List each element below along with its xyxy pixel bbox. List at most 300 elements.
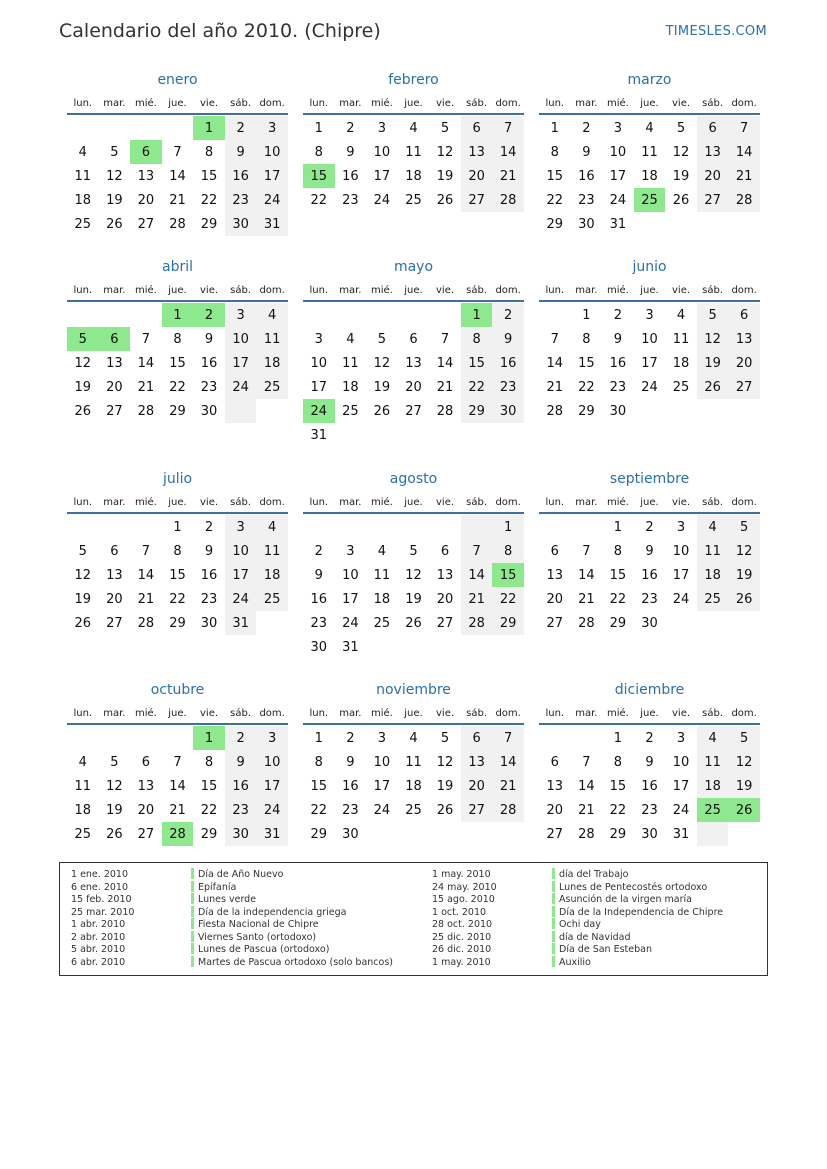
legend-entry <box>432 894 692 907</box>
day-cell: 28 <box>169 216 186 232</box>
legend-date: 15 feb. 2010 <box>71 894 132 905</box>
day-cell: 10 <box>256 750 288 774</box>
month-name: enero <box>157 72 198 88</box>
day-cell: 24 <box>672 802 690 818</box>
day-cell: 3 <box>256 726 288 750</box>
legend-marker <box>191 868 194 879</box>
week-row <box>539 188 760 212</box>
day-cell: 14 <box>578 778 595 794</box>
day-cell: 10 <box>672 543 690 559</box>
day-cell: 11 <box>373 567 391 583</box>
legend-holiday-name: Martes de Pascua ortodoxo (solo bancos) <box>198 956 393 968</box>
weekday-label: vie. <box>672 497 691 508</box>
month-enero <box>67 72 288 236</box>
weekday-label: dom. <box>259 708 285 719</box>
week-row <box>539 399 760 423</box>
day-cell: 21 <box>169 192 186 208</box>
day-cell: 15 <box>609 567 627 583</box>
empty-cell <box>728 399 760 423</box>
day-cell: 19 <box>405 591 422 607</box>
weekday-label: sáb. <box>466 708 488 719</box>
day-cell: 17 <box>225 351 257 375</box>
week-row <box>67 212 288 236</box>
day-cell: 3 <box>314 331 323 347</box>
day-cell: 25 <box>405 192 422 208</box>
empty-cell <box>461 423 493 447</box>
day-cell: 1 <box>314 730 323 746</box>
week-row <box>539 798 760 822</box>
legend-date: 6 ene. 2010 <box>71 881 128 893</box>
day-cell: 18 <box>74 192 92 208</box>
weekday-label: dom. <box>495 98 521 109</box>
day-cell: 2 <box>314 543 323 559</box>
header-divider <box>539 723 760 725</box>
day-cell: 8 <box>173 543 182 559</box>
weekday-label: mar. <box>339 497 362 508</box>
month-name: febrero <box>388 72 439 88</box>
day-cell: 20 <box>137 192 155 208</box>
week-row <box>303 164 524 188</box>
day-cell: 21 <box>492 164 524 188</box>
week-row <box>539 587 760 611</box>
day-cell: 20 <box>405 379 422 395</box>
empty-cell <box>67 726 99 750</box>
legend-date: 25 mar. 2010 <box>71 906 135 918</box>
day-cell: 16 <box>578 168 595 184</box>
day-cell: 16 <box>225 164 257 188</box>
day-cell: 19 <box>74 591 92 607</box>
legend-holiday-name: Día de San Esteban <box>559 944 652 955</box>
legend-entry <box>432 932 630 945</box>
weekday-label: jue. <box>168 497 187 508</box>
day-cell: 1 <box>492 515 524 539</box>
day-cell: 23 <box>310 615 328 631</box>
day-cell: 29 <box>169 403 186 419</box>
weekday-label: mar. <box>103 708 126 719</box>
day-cell: 30 <box>641 826 658 842</box>
day-cell: 22 <box>310 192 328 208</box>
day-cell: 12 <box>373 355 391 371</box>
day-cell: 20 <box>106 591 123 607</box>
day-cell: 21 <box>137 591 155 607</box>
day-cell: 15 <box>546 168 564 184</box>
empty-cell <box>67 116 99 140</box>
day-cell: 24 <box>225 375 257 399</box>
day-cell: 11 <box>256 327 288 351</box>
month-name: noviembre <box>376 682 451 698</box>
month-name: diciembre <box>614 682 685 698</box>
weekday-header <box>67 281 288 300</box>
day-cell: 6 <box>461 116 493 140</box>
day-cell: 5 <box>377 331 387 347</box>
day-cell: 8 <box>613 543 623 559</box>
day-cell: 10 <box>256 140 288 164</box>
day-cell: 31 <box>672 826 690 842</box>
header-divider <box>67 723 288 725</box>
weekday-label: mié. <box>134 708 157 719</box>
week-row <box>539 563 760 587</box>
day-cell: 24 <box>609 192 627 208</box>
day-cell: 23 <box>609 379 627 395</box>
week-row <box>539 774 760 798</box>
day-cell: 20 <box>697 164 729 188</box>
legend-date: 5 abr. 2010 <box>71 944 126 955</box>
day-cell: 8 <box>461 327 493 351</box>
day-cell: 19 <box>728 774 760 798</box>
empty-cell <box>67 515 99 539</box>
day-cell: 27 <box>461 188 493 212</box>
day-cell: 22 <box>169 379 186 395</box>
week-row <box>539 539 760 563</box>
day-cell: 6 <box>141 754 151 770</box>
weekday-label: jue. <box>168 708 187 719</box>
weekday-label: jue. <box>640 708 659 719</box>
day-cell: 15 <box>169 355 186 371</box>
week-row <box>539 164 760 188</box>
day-cell: 21 <box>492 774 524 798</box>
day-cell: 17 <box>672 778 690 794</box>
weekday-label: sáb. <box>466 98 488 109</box>
empty-cell <box>697 212 729 236</box>
day-cell: 29 <box>200 826 218 842</box>
day-cell: 29 <box>492 611 524 635</box>
week-row <box>67 303 288 327</box>
week-row <box>303 140 524 164</box>
day-cell: 2 <box>492 303 524 327</box>
day-cell: 20 <box>137 802 155 818</box>
empty-cell <box>366 423 398 447</box>
empty-cell <box>130 116 162 140</box>
legend-marker <box>552 906 555 917</box>
legend-marker <box>191 918 194 929</box>
day-cell: 3 <box>225 303 257 327</box>
weekday-header <box>303 704 524 723</box>
weekday-label: jue. <box>640 285 659 296</box>
legend-date: 1 ene. 2010 <box>71 869 128 880</box>
weekday-label: mié. <box>370 708 393 719</box>
day-cell: 1 <box>173 519 182 535</box>
day-cell: 3 <box>613 120 623 136</box>
legend-marker <box>552 918 555 929</box>
day-cell: 23 <box>200 379 218 395</box>
day-cell: 1 <box>461 303 493 327</box>
weekday-label: vie. <box>672 708 691 719</box>
legend-date: 1 oct. 2010 <box>432 906 487 918</box>
legend-holiday-name: Ochi day <box>559 919 601 930</box>
legend-holiday-name: Epifanía <box>198 881 237 893</box>
legend-entry <box>432 907 723 920</box>
day-cell: 29 <box>609 826 627 842</box>
weekday-label: lun. <box>309 285 329 296</box>
weekday-header <box>303 493 524 512</box>
empty-cell <box>225 399 257 423</box>
legend-marker <box>552 893 555 904</box>
day-cell: 12 <box>74 567 92 583</box>
day-cell: 7 <box>550 331 559 347</box>
day-cell: 21 <box>578 802 595 818</box>
weekday-label: vie. <box>436 708 455 719</box>
day-cell: 2 <box>193 303 225 327</box>
empty-cell <box>99 726 131 750</box>
legend-marker <box>191 943 194 954</box>
week-row <box>303 611 524 635</box>
week-row <box>539 303 760 327</box>
weekday-label: dom. <box>495 708 521 719</box>
day-cell: 8 <box>204 754 214 770</box>
day-cell: 1 <box>162 303 194 327</box>
legend-entry <box>71 944 329 957</box>
day-cell: 6 <box>440 543 450 559</box>
day-cell: 16 <box>342 778 359 794</box>
day-cell: 13 <box>436 567 454 583</box>
month-name: octubre <box>150 682 205 698</box>
weekday-label: vie. <box>200 497 219 508</box>
day-cell: 16 <box>641 567 658 583</box>
day-cell: 10 <box>225 327 257 351</box>
week-row <box>539 140 760 164</box>
month-name: marzo <box>627 72 672 88</box>
day-cell: 10 <box>225 539 257 563</box>
day-cell: 24 <box>256 188 288 212</box>
day-cell: 19 <box>436 168 454 184</box>
month-noviembre <box>303 682 524 846</box>
day-cell: 13 <box>728 327 760 351</box>
legend-entry <box>71 907 346 920</box>
empty-cell <box>461 635 493 659</box>
day-cell: 4 <box>78 754 87 770</box>
day-cell: 3 <box>346 543 355 559</box>
day-cell: 29 <box>200 216 218 232</box>
day-cell: 7 <box>141 331 151 347</box>
legend-holiday-name: Viernes Santo (ortodoxo) <box>198 931 317 943</box>
legend-entry <box>71 957 393 970</box>
day-cell: 5 <box>440 730 450 746</box>
legend-marker <box>191 893 194 904</box>
day-cell: 12 <box>436 754 454 770</box>
week-row <box>539 726 760 750</box>
week-row <box>539 116 760 140</box>
weekday-label: mar. <box>103 98 126 109</box>
day-cell: 20 <box>461 164 493 188</box>
weekday-label: mié. <box>134 285 157 296</box>
empty-cell <box>461 515 493 539</box>
day-cell: 27 <box>728 375 760 399</box>
empty-cell <box>634 212 666 236</box>
day-cell: 16 <box>609 355 627 371</box>
day-cell: 28 <box>162 822 194 846</box>
day-cell: 24 <box>373 192 391 208</box>
week-row <box>67 188 288 212</box>
day-cell: 21 <box>169 802 186 818</box>
week-row <box>67 563 288 587</box>
legend-holiday-name: día del Trabajo <box>559 869 629 880</box>
header-divider <box>67 300 288 302</box>
weekday-header <box>303 94 524 113</box>
day-cell: 26 <box>697 375 729 399</box>
empty-cell <box>697 399 729 423</box>
empty-cell <box>492 635 524 659</box>
empty-cell <box>429 303 461 327</box>
header-divider <box>303 512 524 514</box>
day-cell: 27 <box>137 216 155 232</box>
brand-link[interactable]: TIMESLES.COM <box>665 24 767 39</box>
day-cell: 28 <box>137 403 155 419</box>
day-cell: 15 <box>303 164 335 188</box>
month-diciembre <box>539 682 760 846</box>
weekday-label: vie. <box>436 497 455 508</box>
week-row <box>303 750 524 774</box>
day-cell: 9 <box>204 543 214 559</box>
day-cell: 11 <box>405 144 422 160</box>
month-name: agosto <box>389 471 438 487</box>
day-cell: 27 <box>546 826 564 842</box>
week-row <box>67 798 288 822</box>
weekday-label: jue. <box>640 98 659 109</box>
weekday-label: jue. <box>404 708 423 719</box>
day-cell: 15 <box>609 778 627 794</box>
month-febrero <box>303 72 524 212</box>
day-cell: 18 <box>342 379 359 395</box>
day-cell: 28 <box>492 188 524 212</box>
weekday-label: mié. <box>606 98 629 109</box>
day-cell: 15 <box>310 778 328 794</box>
weekday-label: sáb. <box>702 285 724 296</box>
day-cell: 12 <box>728 539 760 563</box>
day-cell: 28 <box>578 826 595 842</box>
legend-date: 1 may. 2010 <box>432 869 491 880</box>
day-cell: 1 <box>582 307 591 323</box>
legend-entry <box>71 894 256 907</box>
day-cell: 22 <box>546 192 564 208</box>
day-cell: 26 <box>728 798 760 822</box>
day-cell: 4 <box>256 303 288 327</box>
week-row <box>539 611 760 635</box>
empty-cell <box>256 399 288 423</box>
empty-cell <box>539 726 571 750</box>
day-cell: 8 <box>204 144 214 160</box>
holiday-legend <box>59 862 768 976</box>
weekday-label: mié. <box>134 98 157 109</box>
day-cell: 5 <box>728 726 760 750</box>
empty-cell <box>130 303 162 327</box>
day-cell: 7 <box>492 726 524 750</box>
day-cell: 19 <box>74 379 92 395</box>
week-row <box>67 750 288 774</box>
day-cell: 27 <box>137 826 155 842</box>
empty-cell <box>665 611 697 635</box>
day-cell: 22 <box>200 802 218 818</box>
day-cell: 3 <box>676 730 686 746</box>
legend-date: 2 abr. 2010 <box>71 931 126 943</box>
day-cell: 2 <box>645 519 654 535</box>
day-cell: 22 <box>461 375 493 399</box>
week-row <box>303 774 524 798</box>
week-row <box>539 327 760 351</box>
empty-cell <box>366 303 398 327</box>
week-row <box>303 563 524 587</box>
month-name: mayo <box>393 259 434 275</box>
day-cell: 26 <box>74 615 92 631</box>
week-row <box>67 327 288 351</box>
weekday-label: lun. <box>73 497 93 508</box>
day-cell: 5 <box>67 327 99 351</box>
day-cell: 27 <box>405 403 422 419</box>
week-row <box>67 140 288 164</box>
day-cell: 24 <box>373 802 391 818</box>
day-cell: 10 <box>609 144 627 160</box>
day-cell: 10 <box>641 331 658 347</box>
day-cell: 20 <box>461 774 493 798</box>
weekday-label: dom. <box>495 285 521 296</box>
day-cell: 19 <box>436 778 454 794</box>
day-cell: 9 <box>346 144 355 160</box>
weekday-header <box>67 704 288 723</box>
day-cell: 4 <box>676 307 686 323</box>
week-row <box>303 515 524 539</box>
day-cell: 18 <box>74 802 92 818</box>
empty-cell <box>366 822 398 846</box>
day-cell: 23 <box>578 192 595 208</box>
weekday-label: dom. <box>495 497 521 508</box>
day-cell: 22 <box>200 192 218 208</box>
day-cell: 26 <box>106 826 123 842</box>
weekday-label: vie. <box>672 98 691 109</box>
day-cell: 9 <box>492 327 524 351</box>
weekday-label: sáb. <box>230 285 252 296</box>
day-cell: 26 <box>373 403 391 419</box>
legend-holiday-name: Día de Año Nuevo <box>198 869 284 880</box>
header-divider <box>303 300 524 302</box>
month-mayo <box>303 259 524 447</box>
day-cell: 27 <box>697 188 729 212</box>
weekday-label: dom. <box>259 497 285 508</box>
day-cell: 7 <box>492 116 524 140</box>
weekday-label: mar. <box>103 497 126 508</box>
day-cell: 12 <box>74 355 92 371</box>
day-cell: 22 <box>492 587 524 611</box>
day-cell: 24 <box>342 615 359 631</box>
empty-cell <box>461 822 493 846</box>
day-cell: 10 <box>373 754 391 770</box>
week-row <box>303 399 524 423</box>
empty-cell <box>398 635 430 659</box>
empty-cell <box>398 423 430 447</box>
day-cell: 14 <box>436 355 454 371</box>
day-cell: 28 <box>578 615 595 631</box>
week-row <box>303 798 524 822</box>
weekday-label: mar. <box>575 285 598 296</box>
day-cell: 16 <box>200 355 218 371</box>
day-cell: 29 <box>461 399 493 423</box>
empty-cell <box>539 515 571 539</box>
weekday-label: vie. <box>200 285 219 296</box>
day-cell: 26 <box>74 403 92 419</box>
weekday-label: mar. <box>575 708 598 719</box>
weekday-label: lun. <box>545 497 565 508</box>
week-row <box>303 303 524 327</box>
day-cell: 14 <box>492 750 524 774</box>
day-cell: 22 <box>609 802 627 818</box>
legend-holiday-name: Fiesta Nacional de Chipre <box>198 919 319 930</box>
day-cell: 8 <box>314 754 323 770</box>
day-cell: 5 <box>78 543 87 559</box>
legend-date: 6 abr. 2010 <box>71 956 126 968</box>
day-cell: 25 <box>634 188 666 212</box>
weekday-label: vie. <box>200 98 219 109</box>
empty-cell <box>398 515 430 539</box>
month-name: abril <box>161 259 193 275</box>
day-cell: 2 <box>613 307 623 323</box>
